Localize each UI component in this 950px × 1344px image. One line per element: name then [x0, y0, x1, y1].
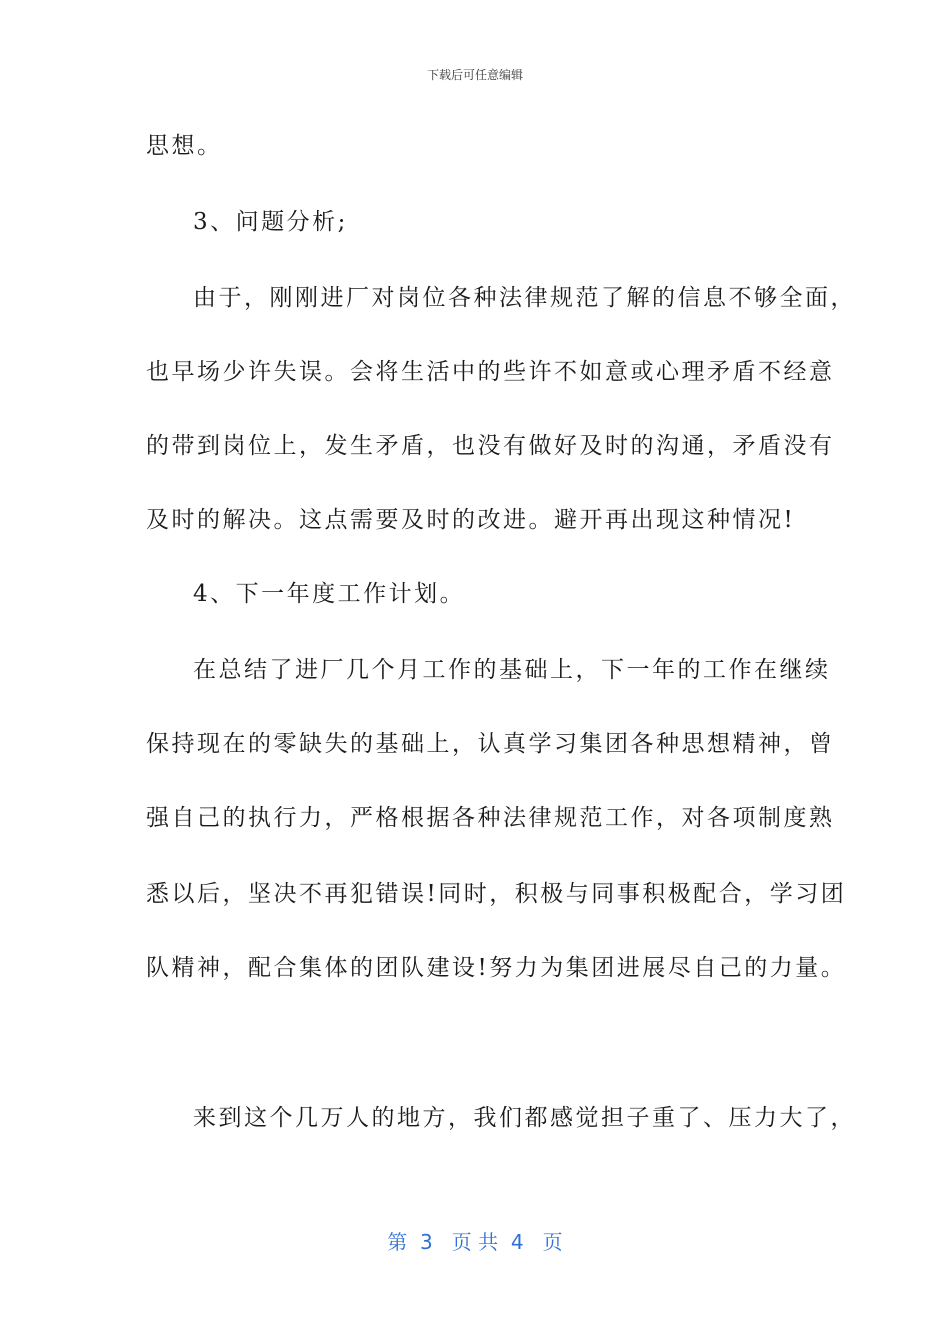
- paragraph-line: 保持现在的零缺失的基础上，认真学习集团各种思想精神，曾: [146, 731, 835, 757]
- paragraph-line: 思想。: [146, 133, 223, 159]
- paragraph-line: 悉以后，坚决不再犯错误!同时，积极与同事积极配合，学习团: [146, 881, 847, 907]
- paragraph-line: 的带到岗位上，发生矛盾，也没有做好及时的沟通，矛盾没有: [146, 433, 835, 459]
- paragraph-line: 来到这个几万人的地方，我们都感觉担子重了、压力大了，: [193, 1105, 856, 1131]
- section-heading: 4、下一年度工作计划。: [193, 581, 466, 607]
- page-number-footer: 第 3 页 共 4 页: [387, 1230, 563, 1254]
- paragraph-line: 由于，刚刚进厂对岗位各种法律规范了解的信息不够全面，: [193, 285, 856, 311]
- page-header-note: 下载后可任意编辑: [426, 68, 523, 82]
- section-heading: 3、问题分析;: [193, 209, 348, 235]
- paragraph-line: 也早场少许失误。会将生活中的些许不如意或心理矛盾不经意: [146, 359, 835, 385]
- paragraph-line: 队精神，配合集体的团队建设!努力为集团进展尽自己的力量。: [146, 955, 847, 981]
- paragraph-line: 及时的解决。这点需要及时的改进。避开再出现这种情况!: [146, 507, 796, 533]
- paragraph-line: 在总结了进厂几个月工作的基础上，下一年的工作在继续: [193, 657, 831, 683]
- paragraph-line: 强自己的执行力，严格根据各种法律规范工作，对各项制度熟: [146, 805, 835, 831]
